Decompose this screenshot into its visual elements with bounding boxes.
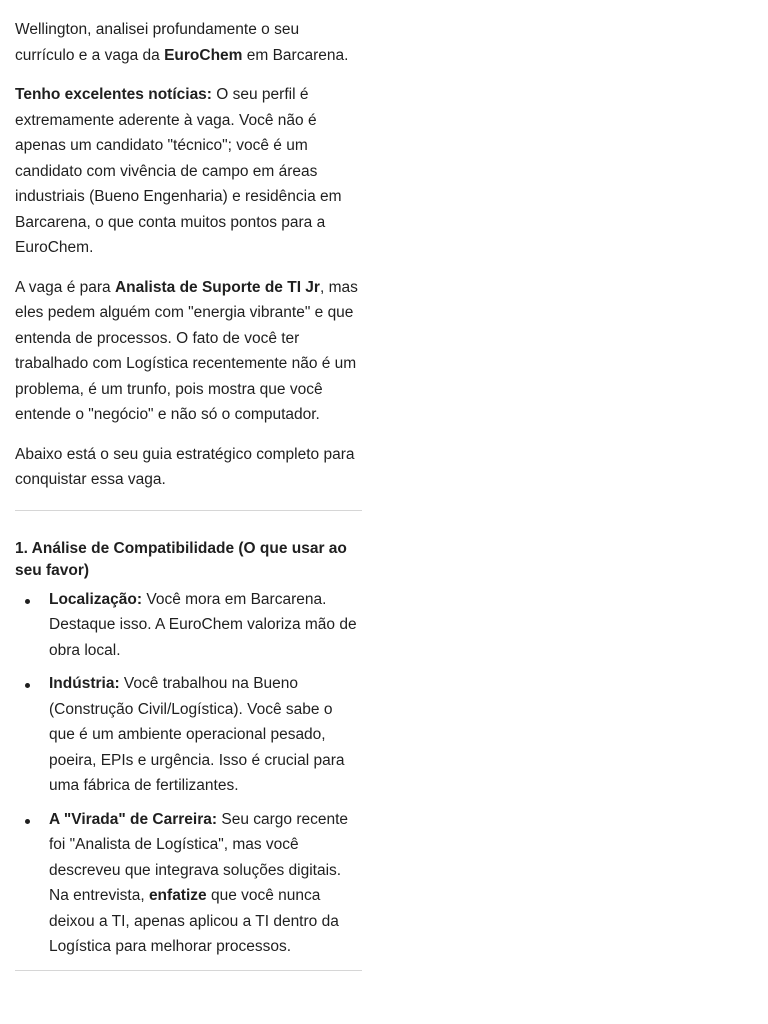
compatibility-list [15,587,362,960]
text-run-bold: Indústria: [49,675,120,692]
section-divider [15,510,362,511]
text-run: Wellington, analisei profundamente o seu currículo e a vaga da [15,21,300,64]
text-run-bold: A "Virada" de Carreira: [49,810,218,828]
text-run-bold: enfatize [148,887,207,904]
intro-paragraph [15,17,362,68]
document-body [0,0,362,971]
list-item [15,587,362,664]
text-run: em Barcarena. [242,46,349,64]
text-run-bold: Analista de Suporte de TI Jr [114,278,320,296]
text-run: Você trabalhou na Bueno (Construção Civil/Logística). Você sabe o que é um ambiente operacional pesado, poeira, EPIs e urgência. Isso é crucial para uma fábrica de fertilizantes. [49,675,345,794]
section-divider [15,970,362,971]
bullet-icon [25,819,30,824]
text-run: Seu cargo recente foi "Analista de Logística", mas você descreveu que integrava soluções digitais. Na entrevista, [49,810,349,904]
text-run: Abaixo está o seu guia estratégico completo para conquistar essa vaga. [15,445,355,488]
text-run: que você nunca deixou a TI, apenas aplicou a TI dentro da Logística para melhorar processos. [49,887,339,955]
section-heading: 1. Análise de Compatibilidade (O que usar ao seu favor) [15,539,347,579]
text-run: Você mora em Barcarena. Destaque isso. A EuroChem valoriza mão de obra local. [49,590,357,659]
bullet-icon [25,599,30,604]
guide-paragraph [15,442,362,493]
text-run-bold: Localização: [49,590,143,608]
list-item [15,671,362,799]
text-run: A vaga é para [15,278,115,296]
text-run-bold: Tenho excelentes notícias: [15,86,212,103]
job-paragraph [15,275,362,428]
bullet-icon [25,683,30,688]
text-run: O seu perfil é extremamente aderente à vaga. Você não é apenas um candidato "técnico"; você é um candidato com vivência de campo em áreas industriais (Bueno Engenharia) e residência em Barcarena, o que conta muitos pontos para a EuroChem. [15,86,342,256]
list-item [15,807,362,960]
good-news-paragraph [15,82,362,261]
text-run: , mas eles pedem alguém com "energia vibrante" e que entenda de processos. O fato de você ter trabalhado com Logística recentemente não é um problema, é um trunfo, pois mostra que você entende o "negócio" e não só o computador. [15,278,358,423]
text-run-bold: EuroChem [164,46,243,64]
